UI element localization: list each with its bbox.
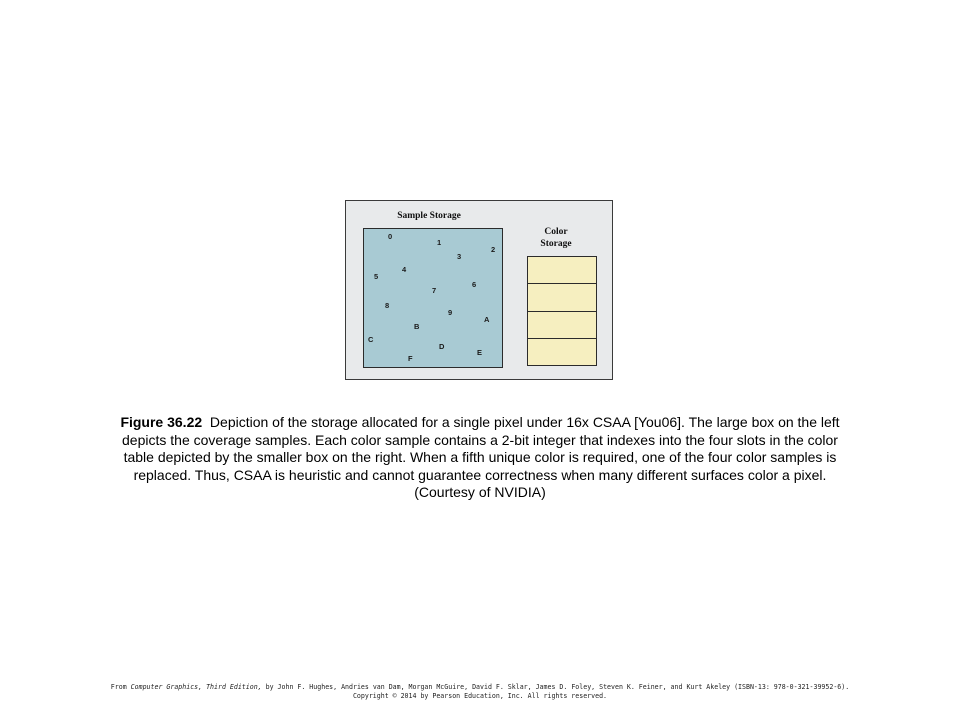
sample-storage-title: Sample Storage — [397, 211, 461, 221]
sample-label-0: 0 — [388, 232, 393, 241]
sample-label-7: 7 — [432, 286, 437, 295]
color-slot-2 — [528, 312, 596, 339]
csaa-storage-diagram — [345, 200, 613, 380]
sample-storage-box — [363, 228, 503, 368]
sample-label-9: 9 — [448, 308, 453, 317]
figure-label: Figure 36.22 — [120, 414, 203, 430]
sample-label-6: 6 — [472, 280, 477, 289]
color-slot-0 — [528, 257, 596, 284]
color-slot-3 — [528, 339, 596, 365]
sample-label-A: A — [484, 315, 490, 324]
sample-label-2: 2 — [491, 245, 496, 254]
figure-caption — [120, 414, 840, 502]
sample-label-F: F — [408, 354, 413, 363]
color-storage-title-line-2: Storage — [540, 239, 572, 249]
color-storage-table — [527, 256, 597, 366]
color-storage-title-line-1: Color — [544, 227, 568, 237]
sample-label-8: 8 — [385, 301, 390, 310]
sample-label-3: 3 — [457, 252, 462, 261]
sample-label-5: 5 — [374, 272, 379, 281]
sample-label-4: 4 — [402, 265, 407, 274]
sample-label-D: D — [439, 342, 445, 351]
copyright-footer — [20, 683, 940, 701]
footer-copyright: Copyright © 2014 by Pearson Education, Inc. All rights reserved. — [352, 692, 608, 700]
sample-label-E: E — [477, 348, 483, 357]
sample-label-B: B — [414, 322, 420, 331]
footer-source-line — [20, 683, 940, 692]
sample-label-C: C — [368, 335, 374, 344]
caption-text: Depiction of the storage allocated for a single pixel under 16x CSAA [You06]. The large box on the left depicts the coverage samples. Each color sample contains a 2-bit integer that indexes into the four slots in the color table depicted by the smaller box on the right. When a fifth unique color is required, one of the four color samples is replaced. Thus, CSAA is heuristic and cannot guarantee correctness when many different surfaces color a pixel. (Courtesy of NVIDIA) — [122, 414, 840, 500]
sample-label-1: 1 — [437, 238, 442, 247]
footer-book-title: Computer Graphics, Third Edition, — [130, 683, 262, 691]
footer-prefix: From — [110, 683, 131, 691]
footer-credits: by John F. Hughes, Andries van Dam, Morgan McGuire, David F. Sklar, James D. Foley, Steven K. Feiner, and Kurt Akeley (ISBN-13: 978-0-321-39952-6). — [261, 683, 850, 691]
color-slot-1 — [528, 284, 596, 311]
color-storage-title — [526, 226, 586, 250]
